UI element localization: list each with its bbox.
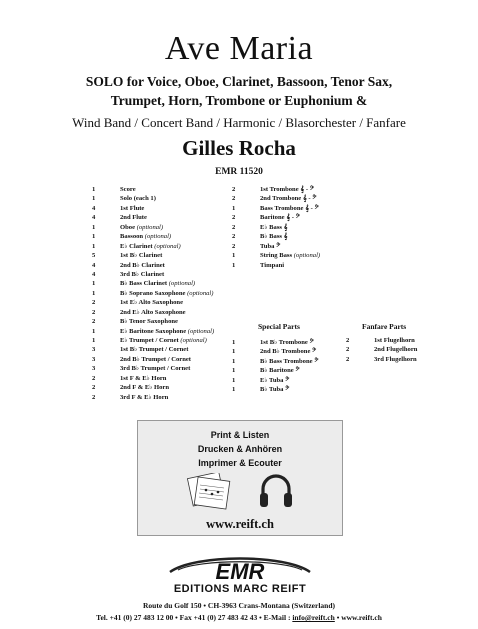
part-name: 1st Flugelhorn <box>374 337 415 344</box>
part-row <box>92 364 214 373</box>
part-quantity: 1 <box>92 223 96 231</box>
part-row <box>346 336 417 345</box>
part-quantity: 1 <box>92 186 96 193</box>
part-quantity: 1 <box>92 195 96 203</box>
special-parts-heading: Special Parts <box>258 322 300 331</box>
promo-line-1: Print & Listen <box>210 430 270 440</box>
part-name: 3rd B♭ Clarinet <box>120 270 165 278</box>
part-name: 1st Flute <box>120 204 145 212</box>
part-row <box>232 261 320 270</box>
part-quantity: 4 <box>92 261 96 269</box>
headphones-icon <box>256 471 296 513</box>
part-name: Tuba 𝄢 <box>260 242 281 250</box>
part-name: 2nd B♭ Trombone 𝄢 <box>260 348 317 356</box>
part-row <box>232 385 318 394</box>
website-link[interactable]: www.reift.ch <box>206 517 274 531</box>
part-name: Solo (each 1) <box>120 195 156 203</box>
promo-line-2: Drucken & Anhören <box>197 444 283 454</box>
part-row <box>232 347 318 356</box>
part-name: E♭ Bass 𝄞 <box>260 223 288 231</box>
fanfare-parts-list <box>346 336 417 364</box>
part-row <box>92 336 214 345</box>
part-quantity: 4 <box>92 204 96 212</box>
part-name: 2nd F & E♭ Horn <box>120 384 170 392</box>
part-name: E♭ Trumpet / Cornet <box>120 337 179 344</box>
part-quantity: 3 <box>92 365 96 373</box>
part-row <box>92 232 214 241</box>
part-note: (optional) <box>180 337 207 344</box>
part-row <box>92 383 214 392</box>
part-name: Bassoon <box>120 233 144 241</box>
logo-emr-text: EMR <box>215 559 265 584</box>
part-row <box>92 308 214 317</box>
part-name: E♭ Baritone Saxophone <box>120 327 187 335</box>
contact-website[interactable]: • www.reift.ch <box>334 613 382 622</box>
part-row <box>92 251 214 260</box>
part-row <box>92 355 214 364</box>
sheet-music-icon <box>176 473 238 513</box>
part-row <box>232 251 320 260</box>
part-name: B♭ Soprano Saxophone <box>120 289 186 297</box>
part-row <box>92 298 214 307</box>
part-quantity: 2 <box>92 393 96 401</box>
parts-list-right <box>232 185 320 270</box>
part-name: 1st Trombone 𝄞 - 𝄢 <box>260 186 314 193</box>
part-row <box>92 393 214 402</box>
part-quantity: 1 <box>232 357 236 365</box>
part-row <box>232 204 320 213</box>
part-note: (optional) <box>144 233 172 241</box>
part-quantity: 2 <box>232 195 236 203</box>
part-row <box>232 232 320 241</box>
part-quantity: 1 <box>92 327 96 335</box>
piece-title: Ave Maria <box>164 30 314 67</box>
publisher-address: Route du Golf 150 • CH-3963 Crans-Montana (Switzerland) <box>143 601 335 610</box>
part-quantity: 2 <box>232 242 236 250</box>
part-name: 2nd Flugelhorn <box>374 346 418 354</box>
part-row <box>92 345 214 354</box>
part-name: 1st B♭ Trumpet / Cornet <box>120 346 189 354</box>
part-quantity: 4 <box>92 270 96 278</box>
part-row <box>92 185 214 194</box>
part-row <box>92 223 214 232</box>
part-quantity: 1 <box>232 252 236 260</box>
part-name: 2nd E♭ Alto Saxophone <box>120 308 186 316</box>
part-row <box>346 355 417 364</box>
part-row <box>92 261 214 270</box>
part-name: B♭ Bass Clarinet <box>120 280 168 288</box>
part-row <box>232 242 320 251</box>
part-row <box>232 213 320 222</box>
part-name: 2nd Flute <box>120 214 147 222</box>
part-name: 1st B♭ Clarinet <box>120 252 163 260</box>
part-quantity: 4 <box>92 214 96 222</box>
part-quantity: 2 <box>92 299 96 307</box>
part-name: 1st F & E♭ Horn <box>120 374 167 382</box>
part-name: E♭ Tuba 𝄢 <box>260 376 290 384</box>
part-name: Oboe <box>120 223 136 231</box>
part-name: String Bass <box>260 252 293 260</box>
part-quantity: 5 <box>92 252 96 260</box>
part-row <box>92 374 214 383</box>
part-quantity: 1 <box>232 261 236 269</box>
part-quantity: 2 <box>92 318 96 326</box>
part-row <box>232 338 318 347</box>
part-name: 2nd B♭ Trumpet / Cornet <box>120 355 192 363</box>
part-row <box>232 366 318 375</box>
part-note: (optional) <box>187 327 215 335</box>
part-row <box>92 289 214 298</box>
part-row <box>232 194 320 203</box>
part-name: B♭ Tenor Saxophone <box>120 318 178 326</box>
part-note: (optional) <box>154 242 181 250</box>
part-quantity: 2 <box>92 384 96 392</box>
part-quantity: 2 <box>232 233 236 241</box>
instrumentation-line-2: Trumpet, Horn, Trombone or Euphonium & <box>110 93 368 108</box>
part-row <box>232 185 320 194</box>
publisher-contact <box>0 613 478 622</box>
contact-phone-fax: Tel. +41 (0) 27 483 12 00 • Fax +41 (0) 27 483 42 43 • E-Mail : <box>96 613 293 622</box>
part-quantity: 1 <box>92 289 96 297</box>
part-quantity: 2 <box>232 186 236 193</box>
part-row <box>232 376 318 385</box>
part-name: 1st E♭ Alto Saxophone <box>120 299 184 307</box>
part-name: B♭ Tuba 𝄢 <box>260 386 290 394</box>
part-quantity: 2 <box>92 308 96 316</box>
part-quantity: 2 <box>232 214 236 222</box>
part-row <box>92 204 214 213</box>
part-row <box>92 194 214 203</box>
part-quantity: 2 <box>346 355 350 363</box>
part-quantity: 1 <box>92 280 96 288</box>
composer-name: Gilles Rocha <box>182 136 296 160</box>
part-name: 2nd B♭ Clarinet <box>120 261 165 269</box>
part-name: 2nd Trombone 𝄞 - 𝄢 <box>260 195 317 203</box>
part-quantity: 1 <box>92 233 96 241</box>
part-name: Score <box>120 186 136 193</box>
publisher-logo <box>140 546 340 594</box>
catalog-code: EMR 11520 <box>215 167 263 177</box>
fanfare-parts-heading: Fanfare Parts <box>362 322 407 331</box>
part-quantity: 1 <box>92 337 96 344</box>
part-quantity: 1 <box>232 367 236 375</box>
part-row <box>232 223 320 232</box>
part-row <box>92 279 214 288</box>
part-quantity: 2 <box>346 346 350 354</box>
part-name: B♭ Bass Trombone 𝄢 <box>260 357 319 365</box>
part-note: (optional) <box>168 280 196 288</box>
part-quantity: 3 <box>92 346 96 354</box>
part-name: 3rd B♭ Trumpet / Cornet <box>120 365 191 373</box>
instrumentation-line-1: SOLO for Voice, Oboe, Clarinet, Bassoon, Tenor Sax, <box>85 74 393 89</box>
part-note: (optional) <box>136 223 164 231</box>
part-name: B♭ Baritone 𝄢 <box>260 367 300 375</box>
special-parts-list <box>232 338 318 395</box>
part-quantity: 2 <box>346 337 350 344</box>
part-quantity: 2 <box>92 374 96 382</box>
part-name: 3rd Flugelhorn <box>374 355 417 363</box>
part-quantity: 3 <box>92 355 96 363</box>
parts-list-left <box>92 185 214 402</box>
part-name: B♭ Bass 𝄞 <box>260 233 288 241</box>
part-row <box>92 270 214 279</box>
part-row <box>92 317 214 326</box>
print-listen-box[interactable] <box>137 420 343 536</box>
part-note: (optional) <box>187 289 214 297</box>
logo-publisher-name: EDITIONS MARC REIFT <box>173 583 307 594</box>
part-quantity: 1 <box>232 376 236 384</box>
part-row <box>92 242 214 251</box>
part-row <box>92 327 214 336</box>
part-quantity: 1 <box>232 204 236 212</box>
part-quantity: 1 <box>232 386 236 394</box>
part-quantity: 1 <box>92 242 96 250</box>
part-row <box>92 213 214 222</box>
email-link[interactable]: info@reift.ch <box>292 613 335 622</box>
part-quantity: 1 <box>232 348 236 356</box>
part-note: (optional) <box>293 252 321 260</box>
part-name: Bass Trombone 𝄞 - 𝄢 <box>260 204 319 212</box>
part-row <box>346 345 417 354</box>
promo-line-3: Imprimer & Ecouter <box>198 458 282 468</box>
part-quantity: 2 <box>232 223 236 231</box>
part-name: 3rd F & E♭ Horn <box>120 393 169 401</box>
part-name: 1st B♭ Trombone 𝄢 <box>260 339 314 346</box>
instrumentation-line-3: Wind Band / Concert Band / Harmonic / Blasorchester / Fanfare <box>72 115 406 130</box>
part-name: Baritone 𝄞 - 𝄢 <box>260 214 300 222</box>
part-name: E♭ Clarinet <box>120 242 153 250</box>
part-quantity: 1 <box>232 339 236 346</box>
part-row <box>232 357 318 366</box>
part-name: Timpani <box>260 261 285 269</box>
